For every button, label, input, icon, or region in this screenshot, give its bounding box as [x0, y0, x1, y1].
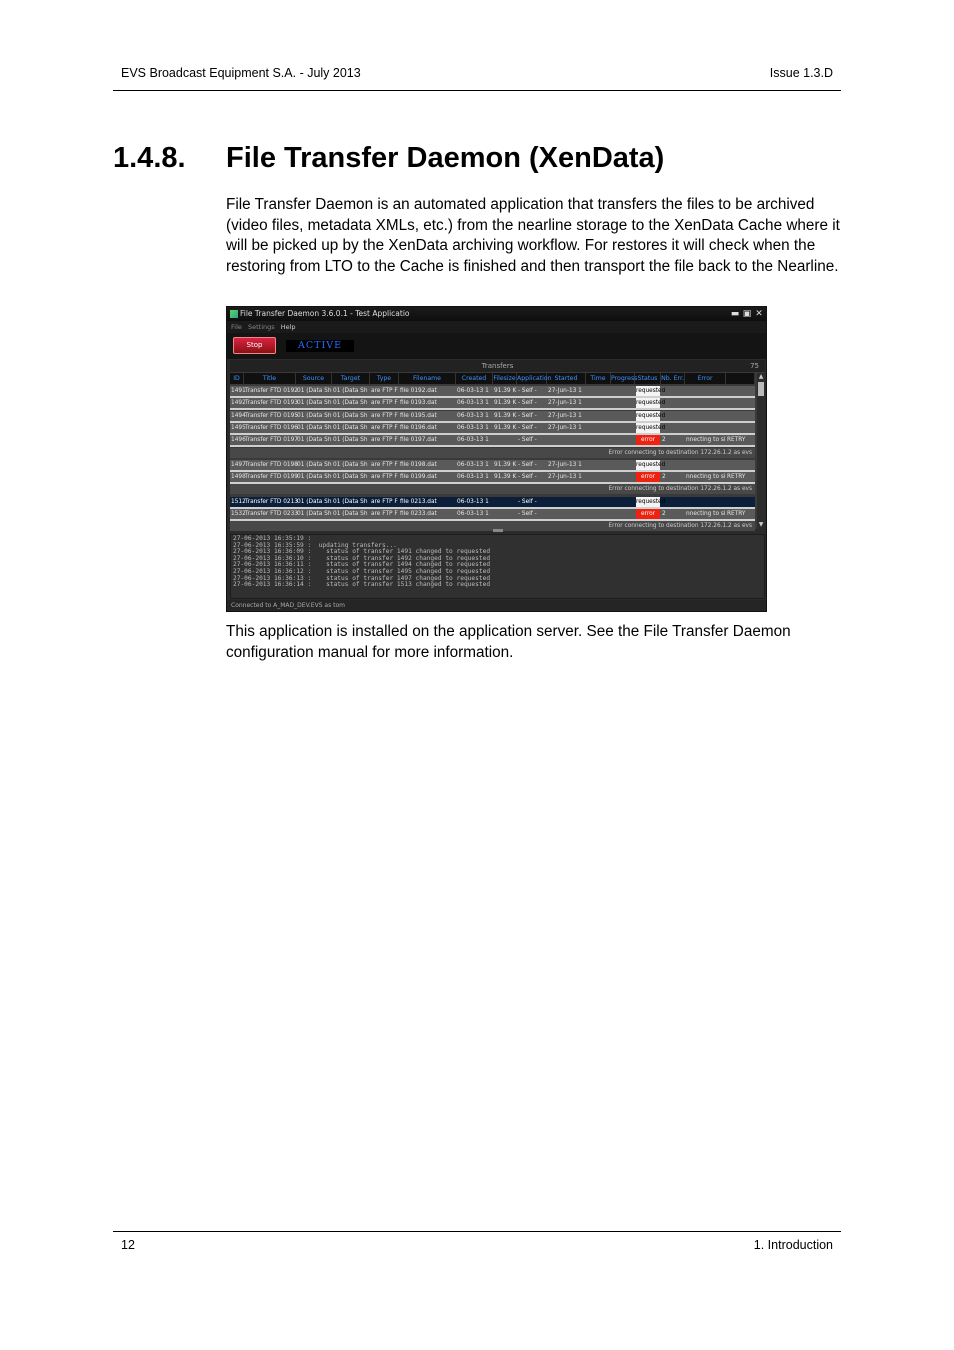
- table-row[interactable]: [230, 386, 755, 398]
- cell-error: nnecting to si: [686, 474, 726, 481]
- cell-app: - Self -: [518, 424, 537, 431]
- table-row[interactable]: [230, 497, 755, 509]
- cell-filesize: 91.39 K: [494, 388, 517, 394]
- menubar: [227, 321, 766, 333]
- cell-filename: file 0198.dat: [400, 461, 437, 468]
- cell-source: 01 (Data Sh: [297, 412, 332, 419]
- cell-started: 27-Jun-13 1: [548, 424, 582, 431]
- cell-status: requested: [636, 498, 666, 505]
- table-row[interactable]: [230, 423, 755, 435]
- column-header[interactable]: Nb. Err.: [661, 375, 684, 382]
- cell-type: are FTP F: [371, 424, 398, 431]
- cell-source: 01 (Data Sh: [297, 498, 332, 505]
- window-titlebar: [227, 307, 766, 321]
- log-line: 27-06-2013 16:36:09 : status of transfer 1491 changed to requested: [233, 548, 491, 556]
- column-header[interactable]: Type: [370, 373, 399, 384]
- retry-button: [727, 460, 754, 470]
- log-line: 27-06-2013 16:35:19 :: [233, 535, 312, 542]
- cell-created: 06-03-13 1: [457, 474, 489, 481]
- column-header[interactable]: [726, 373, 755, 384]
- cell-type: are FTP F: [371, 474, 398, 481]
- column-header[interactable]: Created: [456, 373, 493, 384]
- footer-rule: [113, 1231, 841, 1232]
- intro-paragraph: File Transfer Daemon is an automated application that transfers the files to be archived (video files, metadata XMLs, etc.) from the nearline storage to the XenData Cache where it will be picked up by the XenData archiving workflow. For restores it will check when the restoring from LTO to the Cache is finished and then transport the file back to the Nearline.: [226, 196, 840, 275]
- cell-source: 01 (Data Sh: [297, 461, 332, 468]
- cell-nberr: [662, 497, 684, 507]
- retry-button: [727, 386, 754, 396]
- cell-started: [548, 435, 585, 445]
- statusbar: Connected to A_MAD_DEV.EVS as tom: [227, 600, 766, 611]
- app-icon: [230, 310, 238, 318]
- column-header[interactable]: Time: [586, 373, 611, 384]
- retry-button[interactable]: RETRY: [727, 511, 746, 517]
- cell-filename: file 0193.dat: [400, 400, 437, 407]
- log-line: 27-06-2013 16:36:10 : status of transfer 1492 changed to requested: [233, 554, 491, 562]
- cell-started: 27-Jun-13 1: [548, 412, 582, 419]
- log-line: 27-06-2013 16:35:59 : updating transfers...: [233, 541, 397, 549]
- cell-title: Transfer FTD 0192: [245, 388, 298, 394]
- retry-button: [727, 398, 754, 408]
- cell-title: Transfer FTD 0199: [245, 474, 298, 481]
- cell-type: are FTP F: [371, 511, 398, 517]
- scroll-down-icon[interactable]: ▼: [758, 521, 764, 528]
- retry-button[interactable]: RETRY: [727, 474, 746, 481]
- cell-started: [548, 497, 585, 507]
- cell-started: [548, 509, 585, 519]
- error-detail: Error connecting to destination 172.26.1.2 as evs: [608, 486, 752, 493]
- cell-status: requested: [636, 424, 666, 431]
- cell-id: 1498: [231, 474, 246, 481]
- cell-status: error: [636, 509, 660, 519]
- window-title: File Transfer Daemon 3.6.0.1 - Test Applicatio: [240, 309, 410, 318]
- log-line: 27-06-2013 16:36:13 : status of transfer 1497 changed to requested: [233, 574, 491, 582]
- cell-nberr: 2: [662, 474, 666, 481]
- close-icon[interactable]: ✕: [755, 309, 763, 319]
- cell-type: are FTP F: [371, 437, 398, 444]
- cell-filesize: [494, 435, 516, 445]
- cell-source: 01 (Data Sh: [297, 388, 332, 394]
- column-header[interactable]: Target: [332, 373, 370, 384]
- cell-error: [686, 398, 725, 408]
- error-detail-row: [230, 484, 755, 494]
- cell-id: 1497: [231, 461, 246, 468]
- cell-filesize: 91.39 K: [494, 400, 517, 407]
- cell-filesize: 91.39 K: [494, 412, 517, 419]
- cell-status: requested: [636, 400, 666, 407]
- cell-status: requested: [636, 412, 666, 419]
- error-detail: Error connecting to destination 172.26.1.2 as evs: [608, 449, 752, 456]
- cell-filename: file 0199.dat: [400, 474, 437, 481]
- cell-type: are FTP F: [371, 498, 398, 505]
- cell-nberr: [662, 386, 684, 396]
- cell-started: 27-Jun-13 1: [548, 474, 582, 481]
- table-row[interactable]: [230, 411, 755, 423]
- cell-error: [686, 460, 725, 470]
- state-display: ACTIVE: [286, 340, 354, 352]
- cell-title: Transfer FTD 0195: [245, 412, 298, 419]
- cell-created: 06-03-13 1: [457, 461, 489, 468]
- cell-id: 1492: [231, 400, 246, 407]
- cell-created: 06-03-13 1: [457, 424, 489, 431]
- column-header[interactable]: Error: [685, 373, 726, 384]
- column-header[interactable]: Status: [635, 373, 661, 384]
- cell-filesize: 91.39 K: [494, 474, 517, 481]
- retry-button: [727, 423, 754, 433]
- cell-filesize: 91.39 K: [494, 424, 517, 431]
- cell-status: error: [636, 435, 660, 445]
- cell-id: 1496: [231, 437, 246, 444]
- log-panel: [230, 534, 765, 599]
- cell-app: - Self -: [518, 511, 537, 517]
- error-detail: Error connecting to destination 172.26.1.2 as evs: [608, 523, 752, 530]
- footer-chapter: 1. Introduction: [753, 1238, 833, 1252]
- cell-nberr: 2: [662, 511, 666, 517]
- cell-title: Transfer FTD 0198: [245, 461, 298, 468]
- cell-source: 01 (Data Sh: [297, 424, 332, 431]
- splitter-grip[interactable]: [493, 529, 503, 532]
- maximize-icon[interactable]: ▣: [742, 309, 752, 319]
- table-row[interactable]: [230, 435, 755, 447]
- cell-id: 1494: [231, 412, 246, 419]
- cell-app: - Self -: [518, 498, 537, 505]
- cell-id: 1512: [231, 498, 246, 505]
- cell-app: - Self -: [518, 412, 537, 419]
- cell-started: 27-Jun-13 1: [548, 388, 582, 394]
- cell-created: 06-03-13 1: [457, 400, 489, 407]
- cell-nberr: [662, 460, 684, 470]
- cell-type: are FTP F: [371, 412, 398, 419]
- cell-filename: file 0195.dat: [400, 412, 437, 419]
- cell-source: 01 (Data Sh: [297, 511, 332, 517]
- cell-target: 01 (Data Sh: [333, 474, 368, 481]
- cell-app: - Self -: [518, 461, 537, 468]
- cell-title: Transfer FTD 0193: [245, 400, 298, 407]
- minimize-icon[interactable]: ▬: [730, 309, 740, 319]
- retry-button[interactable]: RETRY: [727, 437, 746, 444]
- cell-type: are FTP F: [371, 388, 398, 394]
- cell-filename: file 0192.dat: [400, 388, 437, 394]
- cell-created: 06-03-13 1: [457, 498, 489, 505]
- cell-title: Transfer FTD 0213: [245, 498, 298, 505]
- cell-error: [686, 497, 725, 507]
- column-header[interactable]: Started: [547, 373, 586, 384]
- stop-button[interactable]: Stop: [233, 337, 276, 354]
- section-title: File Transfer Daemon (XenData): [226, 142, 665, 174]
- retry-button: [727, 497, 754, 507]
- cell-filename: file 0233.dat: [400, 511, 437, 517]
- cell-target: 01 (Data Sh: [333, 437, 368, 444]
- column-header[interactable]: Progress: [611, 375, 638, 382]
- cell-id: 1491: [231, 388, 246, 394]
- table-row[interactable]: [230, 509, 755, 521]
- log-line: 27-06-2013 16:36:11 : status of transfer 1494 changed to requested: [233, 561, 491, 569]
- cell-filesize: [494, 509, 516, 519]
- column-header[interactable]: Application: [517, 375, 552, 382]
- cell-title: Transfer FTD 0196: [245, 424, 298, 431]
- table-row[interactable]: [230, 398, 755, 410]
- cell-app: - Self -: [518, 400, 537, 407]
- cell-app: - Self -: [518, 437, 537, 444]
- cell-started: 27-Jun-13 1: [548, 400, 582, 407]
- cell-type: are FTP F: [371, 400, 398, 407]
- cell-source: 01 (Data Sh: [297, 474, 332, 481]
- cell-filesize: 91.39 K: [494, 461, 517, 468]
- cell-error: [686, 386, 725, 396]
- section-heading: [113, 142, 664, 175]
- cell-source: 01 (Data Sh: [297, 400, 332, 407]
- cell-target: 01 (Data Sh: [333, 400, 368, 407]
- cell-status: error: [636, 472, 660, 482]
- column-header[interactable]: Filesize: [493, 375, 516, 382]
- cell-title: Transfer FTD 0233: [245, 511, 298, 517]
- grid-scrollbar[interactable]: [757, 373, 765, 529]
- scroll-thumb[interactable]: [758, 382, 764, 396]
- header-rule: [113, 90, 841, 91]
- page-number: 12: [121, 1238, 135, 1252]
- cell-app: - Self -: [518, 388, 537, 394]
- error-detail-row: [230, 448, 755, 458]
- cell-filename: file 0213.dat: [400, 498, 437, 505]
- cell-id: 1495: [231, 424, 246, 431]
- app-screenshot: [226, 306, 767, 612]
- cell-error: nnecting to si: [686, 511, 726, 517]
- cell-target: 01 (Data Sh: [333, 498, 368, 505]
- cell-error: [686, 423, 725, 433]
- cell-created: 06-03-13 1: [457, 388, 489, 394]
- cell-app: - Self -: [518, 474, 537, 481]
- column-header[interactable]: Title: [244, 373, 296, 384]
- column-header[interactable]: ID: [230, 373, 244, 384]
- cell-error: nnecting to si: [686, 437, 726, 444]
- log-line: 27-06-2013 16:36:14 : status of transfer 1513 changed to requested: [233, 581, 491, 589]
- column-header[interactable]: Source: [296, 373, 332, 384]
- cell-type: are FTP F: [371, 461, 398, 468]
- cell-filename: file 0196.dat: [400, 424, 437, 431]
- cell-nberr: 2: [662, 437, 666, 444]
- menu-settings[interactable]: Settings: [247, 323, 275, 331]
- menu-help[interactable]: Help: [280, 323, 296, 331]
- cell-created: 06-03-13 1: [457, 412, 489, 419]
- cell-source: 01 (Data Sh: [297, 437, 332, 444]
- outro-paragraph: This application is installed on the application server. See the File Transfer Daemon configuration manual for more information.: [226, 623, 791, 661]
- cell-target: 01 (Data Sh: [333, 424, 368, 431]
- cell-target: 01 (Data Sh: [333, 388, 368, 394]
- cell-target: 01 (Data Sh: [333, 511, 368, 517]
- header-left: EVS Broadcast Equipment S.A. - July 2013: [121, 66, 361, 80]
- column-header-row: [230, 373, 755, 384]
- header-right: Issue 1.3.D: [769, 66, 833, 80]
- toolbar: [227, 333, 766, 359]
- grid-title: Transfers: [230, 360, 765, 372]
- retry-button: [727, 411, 754, 421]
- column-header[interactable]: Filename: [399, 373, 456, 384]
- table-row[interactable]: [230, 460, 755, 472]
- grid-count: 75: [750, 362, 759, 370]
- cell-started: 27-Jun-13 1: [548, 461, 582, 468]
- cell-id: 1532: [231, 511, 246, 517]
- menu-file[interactable]: File: [231, 323, 242, 331]
- transfers-grid: [230, 360, 765, 529]
- cell-created: 06-03-13 1: [457, 437, 489, 444]
- cell-filesize: [494, 497, 516, 507]
- cell-filename: file 0197.dat: [400, 437, 437, 444]
- log-line: 27-06-2013 16:36:12 : status of transfer 1495 changed to requested: [233, 567, 491, 575]
- table-row[interactable]: [230, 472, 755, 484]
- cell-nberr: [662, 411, 684, 421]
- cell-title: Transfer FTD 0197: [245, 437, 298, 444]
- cell-nberr: [662, 423, 684, 433]
- cell-status: requested: [636, 388, 666, 394]
- cell-status: requested: [636, 461, 666, 468]
- cell-target: 01 (Data Sh: [333, 461, 368, 468]
- cell-target: 01 (Data Sh: [333, 412, 368, 419]
- cell-error: [686, 411, 725, 421]
- cell-created: 06-03-13 1: [457, 511, 489, 517]
- scroll-up-icon[interactable]: ▲: [758, 373, 764, 380]
- cell-nberr: [662, 398, 684, 408]
- section-number: 1.4.8.: [113, 142, 186, 174]
